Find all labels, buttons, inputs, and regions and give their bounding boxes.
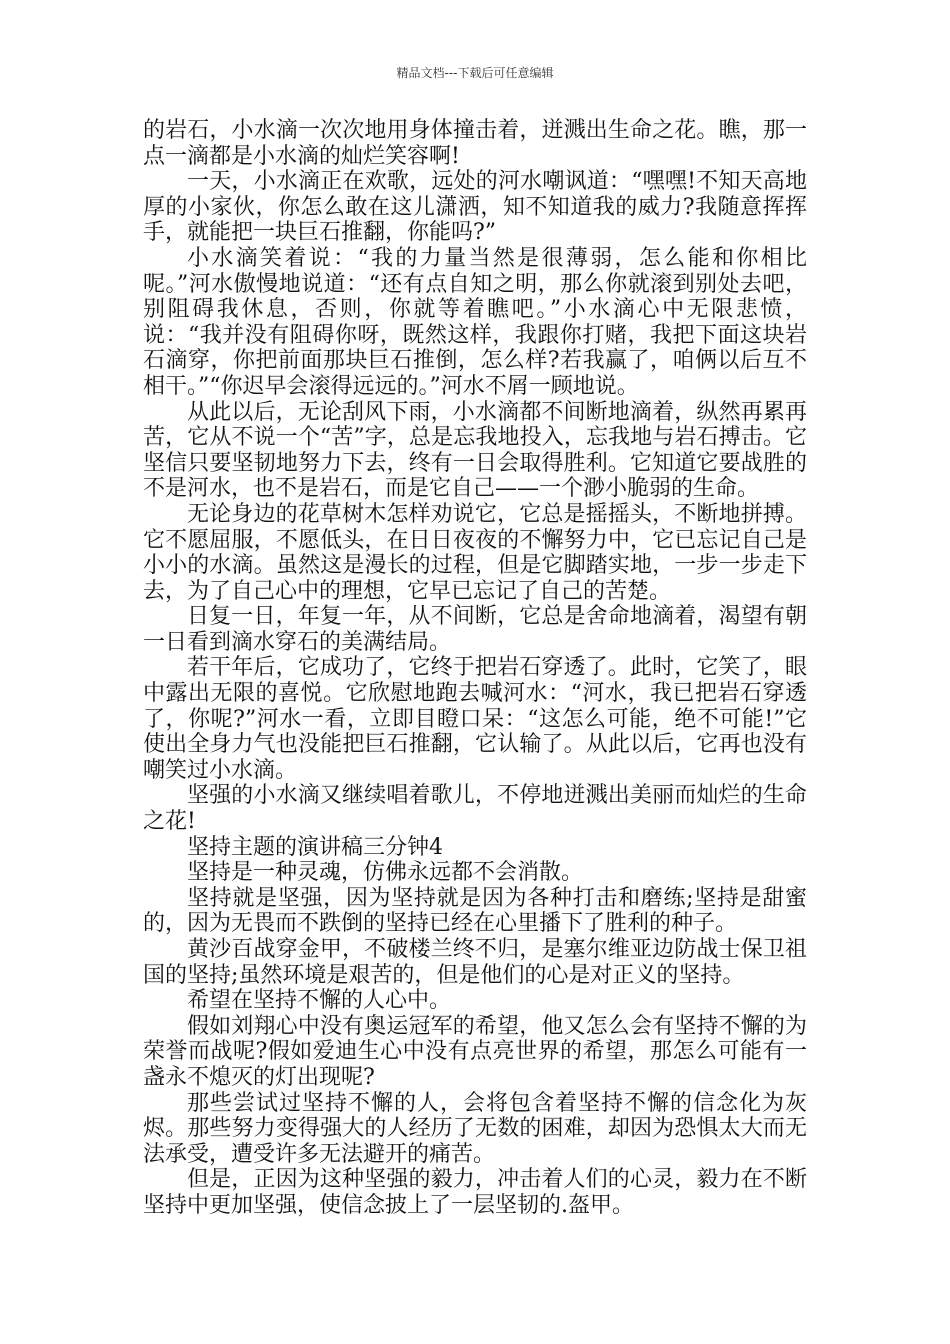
paragraph-14: 假如刘翔心中没有奥运冠军的希望，他又怎么会有坚持不懈的为荣誉而战呢?假如爱迪生心中没有点亮世界的希望，那怎么可能有一盏永不熄灭的灯出现呢? <box>143 1013 807 1090</box>
page-header: 精品文档---下载后可任意编辑 <box>396 66 554 80</box>
paragraph-11: 坚持就是坚强，因为坚持就是因为各种打击和磨练;坚持是甜蜜的，因为无畏而不跌倒的坚持已经在心里播下了胜利的种子。 <box>143 885 807 937</box>
section-heading: 坚持主题的演讲稿三分钟4 <box>187 834 443 860</box>
paragraph-7: 若干年后，它成功了，它终于把岩石穿透了。此时，它笑了，眼中露出无限的喜悦。它欣慰地跑去喊河水：“河水，我已把岩石穿透了，你呢?”河水一看，立即目瞪口呆：“这怎么可能，绝不可能!”它使出全身力气也没能把巨石推翻，它认输了。从此以后，它再也没有嘲笑过小水滴。 <box>143 655 807 783</box>
document-body <box>143 118 807 1219</box>
paragraph-6: 日复一日，年复一年，从不间断，它总是舍命地滴着，渴望有朝一日看到滴水穿石的美满结局。 <box>143 604 807 655</box>
paragraph-4: 从此以后，无论刮风下雨，小水滴都不间断地滴着，纵然再累再苦，它从不说一个“苦”字，总是忘我地投入，忘我地与岩石搏击。它坚信只要坚韧地努力下去，终有一日会取得胜利。它知道它要战胜的不是河水，也不是岩石，而是它自己——一个渺小脆弱的生命。 <box>143 399 807 502</box>
paragraph-8: 坚强的小水滴又继续唱着歌儿，不停地迸溅出美丽而灿烂的生命之花! <box>143 783 807 835</box>
paragraph-1: 的岩石，小水滴一次次地用身体撞击着，迸溅出生命之花。瞧，那一点一滴都是小水滴的灿烂笑容啊! <box>143 118 807 169</box>
paragraph-3: 小水滴笑着说：“我的力量当然是很薄弱，怎么能和你相比呢。”河水傲慢地说道：“还有点自知之明，那么你就滚到别处去吧，别阻碍我休息，否则，你就等着瞧吧。”小水滴心中无限悲愤，说：“我并没有阻碍你呀，既然这样，我跟你打赌，我把下面这块岩石滴穿，你把前面那块巨石推倒，怎么样?若我赢了，咱俩以后互不相干。”“你迟早会滚得远远的。”河水不屑一顾地说。 <box>143 245 807 399</box>
paragraph-10: 坚持是一种灵魂，仿佛永远都不会消散。 <box>187 860 584 886</box>
paragraph-16: 但是，正因为这种坚强的毅力，冲击着人们的心灵，毅力在不断坚持中更加坚强，使信念披上了一层坚韧的.盔甲。 <box>143 1167 807 1218</box>
paragraph-12: 黄沙百战穿金甲，不破楼兰终不归，是塞尔维亚边防战士保卫祖国的坚持;虽然环境是艰苦的，但是他们的心是对正义的坚持。 <box>143 937 807 988</box>
paragraph-2: 一天，小水滴正在欢歌，远处的河水嘲讽道：“嘿嘿!不知天高地厚的小家伙，你怎么敢在这儿潇洒，知不知道我的威力?我随意挥挥手，就能把一块巨石推翻，你能吗?” <box>143 169 807 246</box>
paragraph-15: 那些尝试过坚持不懈的人，会将包含着坚持不懈的信念化为灰烬。那些努力变得强大的人经历了无数的困难，却因为恐惧太大而无法承受，遭受许多无法避开的痛苦。 <box>143 1090 807 1167</box>
paragraph-5: 无论身边的花草树木怎样劝说它，它总是摇摇头，不断地拼搏。它不愿屈服，不愿低头，在日日夜夜的不懈努力中，它已忘记自己是小小的水滴。虽然这是漫长的过程，但是它脚踏实地，一步一步走下去，为了自己心中的理想，它早已忘记了自己的苦楚。 <box>143 501 807 604</box>
paragraph-13: 希望在坚持不懈的人心中。 <box>187 988 452 1014</box>
